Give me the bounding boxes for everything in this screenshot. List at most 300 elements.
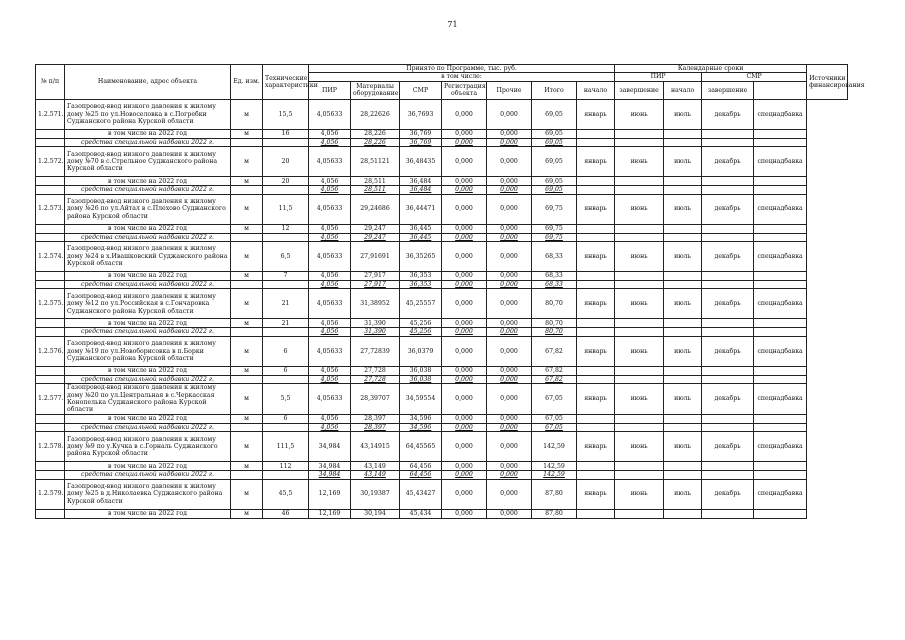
header-other: Прочие xyxy=(487,81,532,99)
object-pir: 4,05633 xyxy=(309,336,351,366)
year-total-other: 0,000 xyxy=(487,224,532,233)
object-unit: м xyxy=(231,147,263,177)
year-total-smr: 36,445 xyxy=(400,224,442,233)
empty-cell xyxy=(263,233,309,241)
object-pir-end: июнь xyxy=(615,432,664,462)
special-fund-other: 0,000 xyxy=(487,186,532,194)
header-cal-pir: ПИР xyxy=(615,73,702,81)
special-fund-row xyxy=(36,471,848,479)
empty-cell xyxy=(702,319,754,328)
object-pir-end: июнь xyxy=(615,242,664,272)
object-pir-start: январь xyxy=(577,242,615,272)
empty-cell xyxy=(231,423,263,431)
year-total-reg: 0,000 xyxy=(442,319,487,328)
empty-cell xyxy=(664,462,702,471)
object-reg: 0,000 xyxy=(442,99,487,129)
object-num: 1.2.571. xyxy=(36,99,65,129)
year-total-label: в том числе на 2022 год xyxy=(65,177,231,186)
empty-cell xyxy=(36,233,65,241)
empty-cell xyxy=(754,471,807,479)
special-fund-label: средства специальной надбавки 2022 г. xyxy=(65,233,231,241)
object-smr-start: июль xyxy=(664,432,702,462)
year-total-label: в том числе на 2022 год xyxy=(65,224,231,233)
object-tech: 15,5 xyxy=(263,99,309,129)
empty-cell xyxy=(615,471,664,479)
empty-cell xyxy=(577,177,615,186)
object-name: Газопровод-ввод низкого давления к жилому дому №12 по ул.Российская в с.Гончаровка Суджанского района Курской области xyxy=(65,289,231,319)
year-total-unit: м xyxy=(231,224,263,233)
year-total-row xyxy=(36,509,848,518)
year-total-unit: м xyxy=(231,272,263,281)
object-row xyxy=(36,289,848,319)
empty-cell xyxy=(702,233,754,241)
object-pir: 4,05633 xyxy=(309,147,351,177)
object-pir: 4,05633 xyxy=(309,242,351,272)
object-smr-end: декабрь xyxy=(702,289,754,319)
page-number: 71 xyxy=(447,20,458,29)
special-fund-smr: 64,456 xyxy=(400,471,442,479)
empty-cell xyxy=(615,414,664,423)
object-total: 142,59 xyxy=(532,432,577,462)
empty-cell xyxy=(231,138,263,146)
year-total-total: 69,05 xyxy=(532,129,577,138)
special-fund-other: 0,000 xyxy=(487,328,532,336)
special-fund-reg: 0,000 xyxy=(442,281,487,289)
object-reg: 0,000 xyxy=(442,194,487,224)
empty-cell xyxy=(263,375,309,383)
empty-cell xyxy=(36,328,65,336)
empty-cell xyxy=(702,509,754,518)
empty-cell xyxy=(36,224,65,233)
object-mat: 29,24686 xyxy=(351,194,400,224)
special-fund-other: 0,000 xyxy=(487,471,532,479)
year-total-mat: 30,194 xyxy=(351,509,400,518)
empty-cell xyxy=(702,138,754,146)
special-fund-row xyxy=(36,328,848,336)
special-fund-pir: 4,056 xyxy=(309,138,351,146)
special-fund-total: 68,33 xyxy=(532,281,577,289)
empty-cell xyxy=(754,177,807,186)
year-total-total: 67,05 xyxy=(532,414,577,423)
empty-cell xyxy=(577,233,615,241)
object-reg: 0,000 xyxy=(442,147,487,177)
object-source: спецнадбавка xyxy=(754,194,807,224)
object-smr-end: декабрь xyxy=(702,99,754,129)
object-source: спецнадбавка xyxy=(754,99,807,129)
object-smr-start: июль xyxy=(664,336,702,366)
empty-cell xyxy=(615,328,664,336)
empty-cell xyxy=(577,272,615,281)
empty-cell xyxy=(702,423,754,431)
year-total-mat: 28,226 xyxy=(351,129,400,138)
special-fund-total: 69,05 xyxy=(532,138,577,146)
object-row xyxy=(36,384,848,415)
empty-cell xyxy=(231,233,263,241)
object-pir: 4,05633 xyxy=(309,289,351,319)
object-smr-start: июль xyxy=(664,194,702,224)
object-mat: 27,72839 xyxy=(351,336,400,366)
header-num: № п/п xyxy=(36,65,65,100)
special-fund-reg: 0,000 xyxy=(442,186,487,194)
object-pir: 4,05633 xyxy=(309,99,351,129)
object-pir-end: июнь xyxy=(615,384,664,415)
header-calendar: Календарные сроки xyxy=(615,65,807,73)
object-pir-end: июнь xyxy=(615,194,664,224)
year-total-tech: 20 xyxy=(263,177,309,186)
object-source: спецнадбавка xyxy=(754,384,807,415)
year-total-row xyxy=(36,177,848,186)
empty-cell xyxy=(615,423,664,431)
empty-cell xyxy=(263,281,309,289)
object-name: Газопровод-ввод низкого давления к жилому дому №20 по ул.Центральная в с.Черкасская Конопелька Суджанского района Курской области xyxy=(65,384,231,415)
object-tech: 21 xyxy=(263,289,309,319)
year-total-pir: 12,169 xyxy=(309,509,351,518)
object-total: 67,05 xyxy=(532,384,577,415)
header-materials: Материалы оборудование xyxy=(351,81,400,99)
empty-cell xyxy=(231,471,263,479)
year-total-pir: 4,056 xyxy=(309,224,351,233)
special-fund-pir: 4,056 xyxy=(309,233,351,241)
object-unit: м xyxy=(231,336,263,366)
object-smr: 34,59554 xyxy=(400,384,442,415)
empty-cell xyxy=(36,471,65,479)
special-fund-label: средства специальной надбавки 2022 г. xyxy=(65,328,231,336)
empty-cell xyxy=(263,471,309,479)
object-tech: 6,5 xyxy=(263,242,309,272)
program-table xyxy=(35,64,865,519)
special-fund-label: средства специальной надбавки 2022 г. xyxy=(65,471,231,479)
year-total-total: 68,33 xyxy=(532,272,577,281)
object-pir: 4,05633 xyxy=(309,194,351,224)
object-name: Газопровод-ввод низкого давления к жилому дому №19 по ул.Новоборисовка в п.Борки Суджанского района Курской области xyxy=(65,336,231,366)
special-fund-label: средства специальной надбавки 2022 г. xyxy=(65,281,231,289)
object-total: 69,05 xyxy=(532,99,577,129)
object-reg: 0,000 xyxy=(442,479,487,509)
object-source: спецнадбавка xyxy=(754,147,807,177)
year-total-reg: 0,000 xyxy=(442,224,487,233)
special-fund-total: 80,70 xyxy=(532,328,577,336)
object-total: 69,05 xyxy=(532,147,577,177)
year-total-pir: 4,056 xyxy=(309,319,351,328)
object-smr: 36,48435 xyxy=(400,147,442,177)
year-total-label: в том числе на 2022 год xyxy=(65,129,231,138)
object-tech: 11,5 xyxy=(263,194,309,224)
header-pir-start: начало xyxy=(577,81,615,99)
empty-cell xyxy=(577,509,615,518)
special-fund-total: 69,05 xyxy=(532,186,577,194)
year-total-smr: 45,434 xyxy=(400,509,442,518)
object-source: спецнадбавка xyxy=(754,479,807,509)
special-fund-pir: 4,056 xyxy=(309,281,351,289)
object-other: 0,000 xyxy=(487,242,532,272)
header-including: в том числе: xyxy=(309,73,615,81)
year-total-total: 69,75 xyxy=(532,224,577,233)
year-total-unit: м xyxy=(231,366,263,375)
year-total-label: в том числе на 2022 год xyxy=(65,319,231,328)
empty-cell xyxy=(754,375,807,383)
empty-cell xyxy=(754,224,807,233)
year-total-mat: 31,390 xyxy=(351,319,400,328)
object-row xyxy=(36,147,848,177)
object-smr-end: декабрь xyxy=(702,242,754,272)
year-total-mat: 29,247 xyxy=(351,224,400,233)
special-fund-other: 0,000 xyxy=(487,423,532,431)
empty-cell xyxy=(754,281,807,289)
object-pir-start: январь xyxy=(577,99,615,129)
empty-cell xyxy=(664,366,702,375)
object-smr: 64,45565 xyxy=(400,432,442,462)
empty-cell xyxy=(754,138,807,146)
empty-cell xyxy=(664,224,702,233)
special-fund-label: средства специальной надбавки 2022 г. xyxy=(65,186,231,194)
year-total-label: в том числе на 2022 год xyxy=(65,462,231,471)
year-total-total: 69,05 xyxy=(532,177,577,186)
object-pir-end: июнь xyxy=(615,289,664,319)
special-fund-row xyxy=(36,375,848,383)
empty-cell xyxy=(702,129,754,138)
empty-cell xyxy=(754,462,807,471)
year-total-label: в том числе на 2022 год xyxy=(65,509,231,518)
empty-cell xyxy=(754,414,807,423)
year-total-pir: 34,984 xyxy=(309,462,351,471)
empty-cell xyxy=(615,233,664,241)
object-other: 0,000 xyxy=(487,336,532,366)
empty-cell xyxy=(263,328,309,336)
year-total-smr: 36,769 xyxy=(400,129,442,138)
empty-cell xyxy=(754,319,807,328)
special-fund-mat: 27,917 xyxy=(351,281,400,289)
empty-cell xyxy=(664,423,702,431)
special-fund-total: 67,82 xyxy=(532,375,577,383)
object-pir-end: июнь xyxy=(615,479,664,509)
object-other: 0,000 xyxy=(487,99,532,129)
special-fund-smr: 45,256 xyxy=(400,328,442,336)
empty-cell xyxy=(615,186,664,194)
special-fund-mat: 28,226 xyxy=(351,138,400,146)
empty-cell xyxy=(231,281,263,289)
year-total-tech: 112 xyxy=(263,462,309,471)
table-body xyxy=(36,99,848,518)
object-unit: м xyxy=(231,432,263,462)
object-pir-start: январь xyxy=(577,194,615,224)
object-tech: 20 xyxy=(263,147,309,177)
object-num: 1.2.578. xyxy=(36,432,65,462)
object-mat: 31,38952 xyxy=(351,289,400,319)
object-total: 80,70 xyxy=(532,289,577,319)
year-total-other: 0,000 xyxy=(487,414,532,423)
year-total-smr: 36,038 xyxy=(400,366,442,375)
object-smr: 45,43427 xyxy=(400,479,442,509)
empty-cell xyxy=(702,366,754,375)
special-fund-label: средства специальной надбавки 2022 г. xyxy=(65,423,231,431)
object-row xyxy=(36,336,848,366)
special-fund-pir: 34,984 xyxy=(309,471,351,479)
object-smr-start: июль xyxy=(664,242,702,272)
empty-cell xyxy=(664,233,702,241)
empty-cell xyxy=(664,272,702,281)
object-smr-start: июль xyxy=(664,384,702,415)
empty-cell xyxy=(615,281,664,289)
object-smr-start: июль xyxy=(664,147,702,177)
empty-cell xyxy=(664,509,702,518)
object-tech: 111,5 xyxy=(263,432,309,462)
object-pir: 12,169 xyxy=(309,479,351,509)
empty-cell xyxy=(231,328,263,336)
year-total-tech: 12 xyxy=(263,224,309,233)
year-total-row xyxy=(36,414,848,423)
empty-cell xyxy=(664,177,702,186)
empty-cell xyxy=(615,177,664,186)
empty-cell xyxy=(577,281,615,289)
year-total-smr: 34,596 xyxy=(400,414,442,423)
year-total-pir: 4,056 xyxy=(309,366,351,375)
object-other: 0,000 xyxy=(487,147,532,177)
object-unit: м xyxy=(231,99,263,129)
special-fund-total: 142,59 xyxy=(532,471,577,479)
year-total-unit: м xyxy=(231,319,263,328)
empty-cell xyxy=(36,414,65,423)
object-num: 1.2.576. xyxy=(36,336,65,366)
object-source: спецнадбавка xyxy=(754,336,807,366)
year-total-reg: 0,000 xyxy=(442,462,487,471)
object-source: спецнадбавка xyxy=(754,289,807,319)
empty-cell xyxy=(577,319,615,328)
object-other: 0,000 xyxy=(487,432,532,462)
empty-cell xyxy=(577,462,615,471)
year-total-reg: 0,000 xyxy=(442,177,487,186)
year-total-unit: м xyxy=(231,462,263,471)
object-pir-end: июнь xyxy=(615,147,664,177)
header-pir-end: завершение xyxy=(615,81,664,99)
empty-cell xyxy=(702,281,754,289)
year-total-row xyxy=(36,224,848,233)
header-registration: Регистрация объекта xyxy=(442,81,487,99)
object-unit: м xyxy=(231,479,263,509)
empty-cell xyxy=(577,375,615,383)
year-total-unit: м xyxy=(231,414,263,423)
empty-cell xyxy=(577,423,615,431)
empty-cell xyxy=(664,129,702,138)
object-smr-end: декабрь xyxy=(702,194,754,224)
empty-cell xyxy=(615,366,664,375)
year-total-mat: 43,149 xyxy=(351,462,400,471)
year-total-tech: 21 xyxy=(263,319,309,328)
object-total: 69,75 xyxy=(532,194,577,224)
object-mat: 30,19387 xyxy=(351,479,400,509)
year-total-row xyxy=(36,129,848,138)
empty-cell xyxy=(664,414,702,423)
object-num: 1.2.579. xyxy=(36,479,65,509)
year-total-row xyxy=(36,272,848,281)
year-total-other: 0,000 xyxy=(487,462,532,471)
year-total-mat: 28,397 xyxy=(351,414,400,423)
year-total-total: 142,59 xyxy=(532,462,577,471)
empty-cell xyxy=(664,328,702,336)
empty-cell xyxy=(36,375,65,383)
empty-cell xyxy=(577,328,615,336)
year-total-pir: 4,056 xyxy=(309,414,351,423)
year-total-mat: 27,917 xyxy=(351,272,400,281)
special-fund-other: 0,000 xyxy=(487,281,532,289)
year-total-row xyxy=(36,319,848,328)
object-smr: 36,7693 xyxy=(400,99,442,129)
header-name: Наименование, адрес объекта xyxy=(65,65,231,100)
empty-cell xyxy=(36,186,65,194)
object-name: Газопровод-ввод низкого давления к жилому дому №25 по ул.Новоселовка в с.Погребки Суджанского района Курской области xyxy=(65,99,231,129)
special-fund-mat: 43,149 xyxy=(351,471,400,479)
object-smr-end: декабрь xyxy=(702,432,754,462)
empty-cell xyxy=(702,186,754,194)
object-pir-end: июнь xyxy=(615,336,664,366)
year-total-mat: 27,728 xyxy=(351,366,400,375)
year-total-mat: 28,511 xyxy=(351,177,400,186)
year-total-other: 0,000 xyxy=(487,319,532,328)
object-row xyxy=(36,432,848,462)
empty-cell xyxy=(664,375,702,383)
object-reg: 0,000 xyxy=(442,289,487,319)
object-source: спецнадбавка xyxy=(754,242,807,272)
special-fund-mat: 31,390 xyxy=(351,328,400,336)
special-fund-other: 0,000 xyxy=(487,375,532,383)
empty-cell xyxy=(664,471,702,479)
object-name: Газопровод-ввод низкого давления к жилому дому №24 в х.Ивашковский Суджанского района Курской области xyxy=(65,242,231,272)
special-fund-pir: 4,056 xyxy=(309,423,351,431)
empty-cell xyxy=(36,509,65,518)
year-total-other: 0,000 xyxy=(487,509,532,518)
year-total-tech: 7 xyxy=(263,272,309,281)
special-fund-mat: 29,247 xyxy=(351,233,400,241)
special-fund-smr: 36,484 xyxy=(400,186,442,194)
year-total-row xyxy=(36,462,848,471)
special-fund-reg: 0,000 xyxy=(442,423,487,431)
empty-cell xyxy=(754,233,807,241)
empty-cell xyxy=(615,509,664,518)
year-total-total: 67,82 xyxy=(532,366,577,375)
empty-cell xyxy=(615,138,664,146)
object-num: 1.2.573. xyxy=(36,194,65,224)
object-row xyxy=(36,99,848,129)
year-total-label: в том числе на 2022 год xyxy=(65,366,231,375)
object-name: Газопровод-ввод низкого давления к жилому дому №70 в с.Стрельное Суджанского района Курской области xyxy=(65,147,231,177)
special-fund-smr: 36,769 xyxy=(400,138,442,146)
empty-cell xyxy=(754,328,807,336)
empty-cell xyxy=(577,186,615,194)
special-fund-smr: 34,596 xyxy=(400,423,442,431)
empty-cell xyxy=(263,138,309,146)
empty-cell xyxy=(702,224,754,233)
empty-cell xyxy=(615,319,664,328)
year-total-smr: 36,353 xyxy=(400,272,442,281)
object-mat: 28,51121 xyxy=(351,147,400,177)
empty-cell xyxy=(615,224,664,233)
object-pir-start: январь xyxy=(577,289,615,319)
special-fund-mat: 28,511 xyxy=(351,186,400,194)
special-fund-row xyxy=(36,423,848,431)
year-total-other: 0,000 xyxy=(487,177,532,186)
empty-cell xyxy=(702,272,754,281)
header-tech: Технические характеристики xyxy=(263,65,309,100)
empty-cell xyxy=(263,186,309,194)
special-fund-smr: 36,445 xyxy=(400,233,442,241)
object-total: 68,33 xyxy=(532,242,577,272)
empty-cell xyxy=(615,272,664,281)
special-fund-reg: 0,000 xyxy=(442,328,487,336)
empty-cell xyxy=(577,471,615,479)
empty-cell xyxy=(577,224,615,233)
object-reg: 0,000 xyxy=(442,384,487,415)
special-fund-row xyxy=(36,281,848,289)
object-smr: 36,44471 xyxy=(400,194,442,224)
